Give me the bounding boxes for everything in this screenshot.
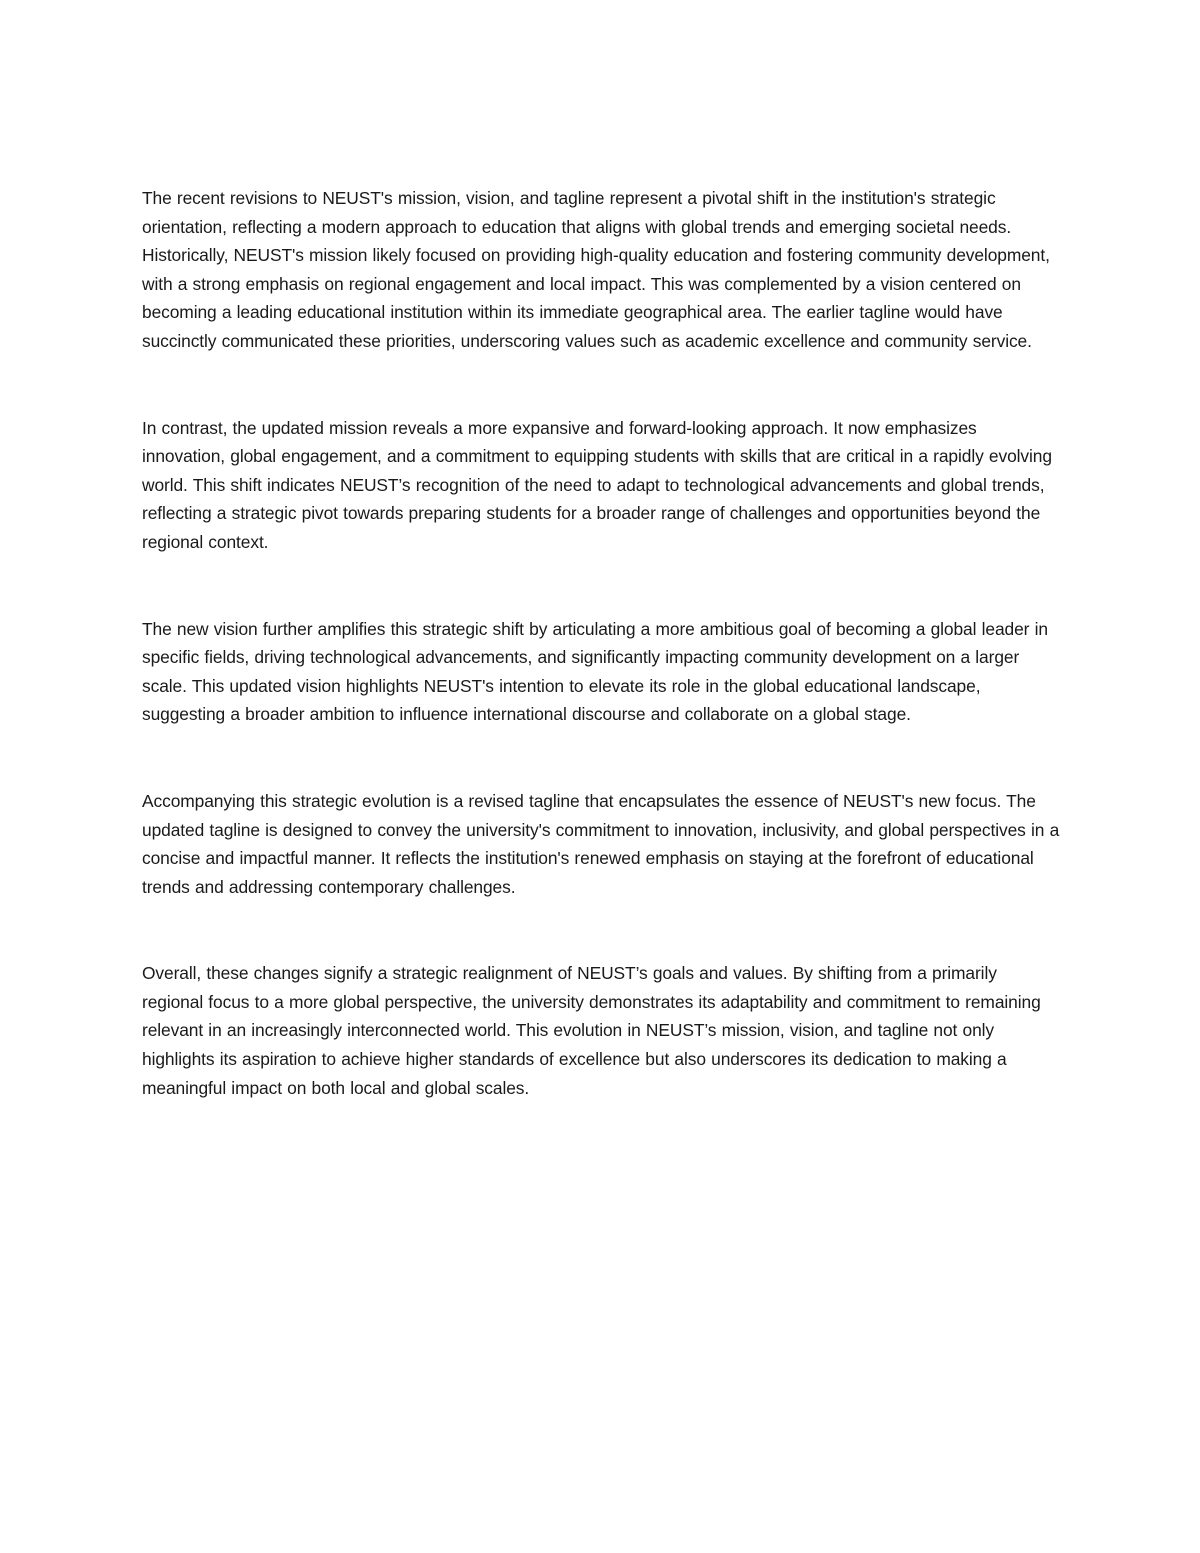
paragraph-conclusion: Overall, these changes signify a strategic realignment of NEUST’s goals and values. By shifting from a primarily regional focus to a more global perspective, the university demonstrates its adaptability and commitment to remaining relevant in an increasingly interconnected world. This evolution in NEUST’s mission, vision, and tagline not only highlights its aspiration to achieve higher standards of excellence but also underscores its dedication to making a meaningful impact on both local and global scales. [142, 963, 1041, 1098]
paragraph-updated-mission: In contrast, the updated mission reveals a more expansive and forward-looking approach. It now emphasizes innovation, global engagement, and a commitment to equipping students with skills that are critical in a rapidly evolving world. This shift indicates NEUST’s recognition of the need to adapt to technological advancements and global trends, reflecting a strategic pivot towards preparing students for a broader range of challenges and opportunities beyond the regional context. [142, 417, 1052, 552]
paragraph-new-vision: The new vision further amplifies this strategic shift by articulating a more ambitious goal of becoming a global leader in specific fields, driving technological advancements, and significantly impacting community development on a larger scale. This updated vision highlights NEUST's intention to elevate its role in the global educational landscape, suggesting a broader ambition to influence international discourse and collaborate on a global stage. [142, 618, 1048, 725]
paragraph-intro: The recent revisions to NEUST's mission, vision, and tagline represent a pivotal shift in the institution's strategic orientation, reflecting a modern approach to education that aligns with global trends and emerging societal needs. Historically, NEUST's mission likely focused on providing high-quality education and fostering community development, with a strong emphasis on regional engagement and local impact. This was complemented by a vision centered on becoming a leading educational institution within its immediate geographical area. The earlier tagline would have succinctly communicated these priorities, underscoring values such as academic excellence and community service. [142, 188, 1050, 351]
document-body [142, 184, 1062, 1160]
paragraph-revised-tagline: Accompanying this strategic evolution is a revised tagline that encapsulates the essence of NEUST's new focus. The updated tagline is designed to convey the university's commitment to innovation, inclusivity, and global perspectives in a concise and impactful manner. It reflects the institution's renewed emphasis on staying at the forefront of educational trends and addressing contemporary challenges. [142, 790, 1060, 897]
